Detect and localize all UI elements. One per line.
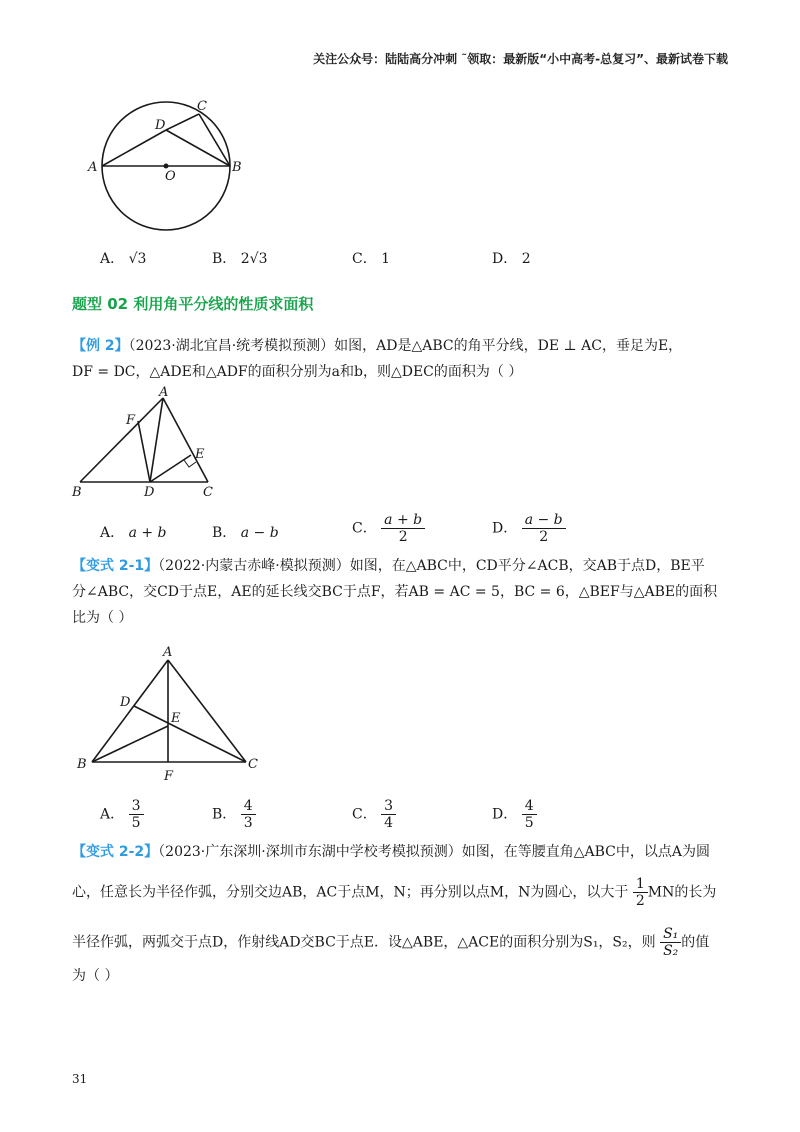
q1-option-a bbox=[100, 248, 146, 268]
option-b-fraction bbox=[241, 798, 256, 831]
q1-option-d bbox=[492, 248, 531, 268]
option-d-label: D． bbox=[492, 520, 518, 537]
option-b-label: B． bbox=[212, 251, 237, 267]
option-a-label: A． bbox=[100, 251, 125, 267]
q1-option-b bbox=[212, 248, 268, 268]
label-D: D bbox=[120, 695, 131, 710]
segment-AD bbox=[102, 130, 166, 166]
segment-BE bbox=[92, 726, 168, 762]
center-point-O bbox=[164, 164, 169, 169]
ex2-tag: 【例 2】 bbox=[72, 338, 129, 354]
fraction-numerator: 1 bbox=[633, 876, 648, 893]
option-b-label: B． bbox=[212, 806, 237, 823]
fraction-numerator: a − b bbox=[522, 512, 566, 529]
option-a-fraction bbox=[129, 798, 144, 831]
label-D: D bbox=[155, 118, 166, 133]
option-c-label: C． bbox=[352, 806, 377, 823]
v21-line-2: 分∠ABC，交CD于点E，AE的延长线交BC于点F，若AB = AC = 5，BC = 6，△BEF与△ABE的面积 bbox=[72, 584, 718, 600]
segment-DB bbox=[166, 130, 230, 166]
v22-text-3b: 的值 bbox=[681, 934, 710, 951]
label-C: C bbox=[203, 485, 213, 500]
v22-text-2a: 心，任意长为半径作弧，分别交边AB，AC于点M，N；再分别以点M，N为圆心，以大于 bbox=[72, 884, 629, 901]
v21-triangle-figure bbox=[74, 640, 270, 786]
ex2-option-b bbox=[212, 522, 279, 542]
s-ratio-fraction bbox=[660, 926, 681, 959]
segment-AD bbox=[150, 398, 163, 482]
page-header: 关注公众号：陆陆高分冲刺 ˜领取：最新版“小中高考-总复习”、最新试卷下载 bbox=[313, 52, 728, 66]
label-C: C bbox=[248, 757, 258, 772]
option-c-label: C． bbox=[352, 520, 377, 537]
v22-text-1: （2023·广东深圳·深圳市东湖中学校考模拟预测）如图，在等腰直角△ABC中，以点A为圆 bbox=[158, 844, 710, 860]
fraction-numerator: 3 bbox=[381, 798, 396, 815]
fraction-denominator: 5 bbox=[131, 815, 141, 831]
label-D: D bbox=[144, 485, 155, 500]
label-O: O bbox=[165, 169, 176, 184]
option-c-label: C． bbox=[352, 251, 377, 267]
ex2-option-a bbox=[100, 522, 167, 542]
ex2-line-2: DF = DC，△ADE和△ADF的面积分别为a和b，则△DEC的面积为（ ） bbox=[72, 364, 523, 380]
option-d-label: D． bbox=[492, 251, 518, 267]
v21-option-a bbox=[100, 798, 144, 831]
v22-line-2 bbox=[72, 876, 716, 909]
label-A: A bbox=[163, 645, 173, 660]
option-c-fraction bbox=[381, 512, 425, 545]
v21-line-1 bbox=[72, 556, 705, 576]
v21-line-3: 比为（ ） bbox=[72, 610, 133, 626]
fraction-denominator: 2 bbox=[635, 893, 645, 909]
v21-text-1: （2022·内蒙古赤峰·模拟预测）如图，在△ABC中，CD平分∠ACB，交AB于点D，BE平 bbox=[158, 558, 705, 574]
v22-line-4: 为（ ） bbox=[72, 968, 119, 984]
option-a-value: a + b bbox=[128, 525, 167, 541]
ex2-triangle-figure bbox=[70, 386, 220, 500]
v21-tag: 【变式 2-1】 bbox=[72, 558, 159, 574]
label-A: A bbox=[159, 386, 169, 400]
fraction-numerator: S₁ bbox=[660, 926, 681, 943]
label-E: E bbox=[195, 447, 205, 462]
option-a-label: A． bbox=[100, 525, 125, 541]
option-b-label: B． bbox=[212, 525, 237, 541]
fraction-denominator: 4 bbox=[384, 815, 394, 831]
v22-tag: 【变式 2-2】 bbox=[72, 844, 159, 860]
fraction-denominator: 2 bbox=[539, 529, 549, 545]
label-B: B bbox=[232, 160, 242, 175]
section-title: 题型 02 利用角平分线的性质求面积 bbox=[72, 295, 314, 313]
segment-DF bbox=[138, 421, 150, 482]
option-c-fraction bbox=[381, 798, 396, 831]
option-c-value: 1 bbox=[381, 251, 391, 267]
option-b-value: a − b bbox=[240, 525, 279, 541]
option-a-label: A． bbox=[100, 806, 125, 823]
fraction-denominator: 5 bbox=[524, 815, 534, 831]
label-F: F bbox=[164, 769, 174, 784]
v22-text-3a: 半径作弧，两弧交于点D，作射线AD交BC于点E．设△ABE，△ACE的面积分别为S₁，S₂，则 bbox=[72, 934, 656, 951]
segment-DE bbox=[150, 455, 191, 482]
fraction-denominator: S₂ bbox=[663, 943, 679, 959]
fraction-numerator: a + b bbox=[381, 512, 425, 529]
ex2-text-1: （2023·湖北宜昌·统考模拟预测）如图，AD是△ABC的角平分线，DE ⊥ AC，垂足为E， bbox=[128, 338, 683, 354]
option-b-value: 2√3 bbox=[240, 251, 268, 267]
option-d-fraction bbox=[522, 512, 566, 545]
fraction-numerator: 3 bbox=[129, 798, 144, 815]
ex2-line-1 bbox=[72, 336, 682, 356]
label-B: B bbox=[77, 757, 87, 772]
fraction-denominator: 2 bbox=[398, 529, 408, 545]
circle-figure bbox=[86, 98, 246, 234]
segment-AB bbox=[92, 660, 168, 762]
v21-option-d bbox=[492, 798, 537, 831]
v21-option-c bbox=[352, 798, 396, 831]
v22-line-1 bbox=[72, 842, 710, 862]
fraction-numerator: 4 bbox=[522, 798, 537, 815]
option-d-fraction bbox=[522, 798, 537, 831]
option-d-value: 2 bbox=[521, 251, 531, 267]
label-E: E bbox=[171, 711, 181, 726]
v22-text-2b: MN的长为 bbox=[647, 884, 717, 901]
segment-AB bbox=[80, 398, 163, 482]
half-fraction bbox=[633, 876, 648, 909]
v22-line-3 bbox=[72, 926, 709, 959]
fraction-numerator: 4 bbox=[241, 798, 256, 815]
q1-option-c bbox=[352, 248, 390, 268]
fraction-denominator: 3 bbox=[243, 815, 253, 831]
v21-option-b bbox=[212, 798, 256, 831]
ex2-option-c bbox=[352, 512, 425, 545]
label-F: F bbox=[126, 413, 136, 428]
page-number: 31 bbox=[72, 1072, 88, 1086]
ex2-option-d bbox=[492, 512, 566, 545]
option-a-value: √3 bbox=[128, 251, 147, 267]
label-A: A bbox=[88, 160, 98, 175]
label-C: C bbox=[197, 99, 207, 114]
segment-DC bbox=[166, 114, 199, 130]
label-B: B bbox=[72, 485, 82, 500]
option-d-label: D． bbox=[492, 806, 518, 823]
